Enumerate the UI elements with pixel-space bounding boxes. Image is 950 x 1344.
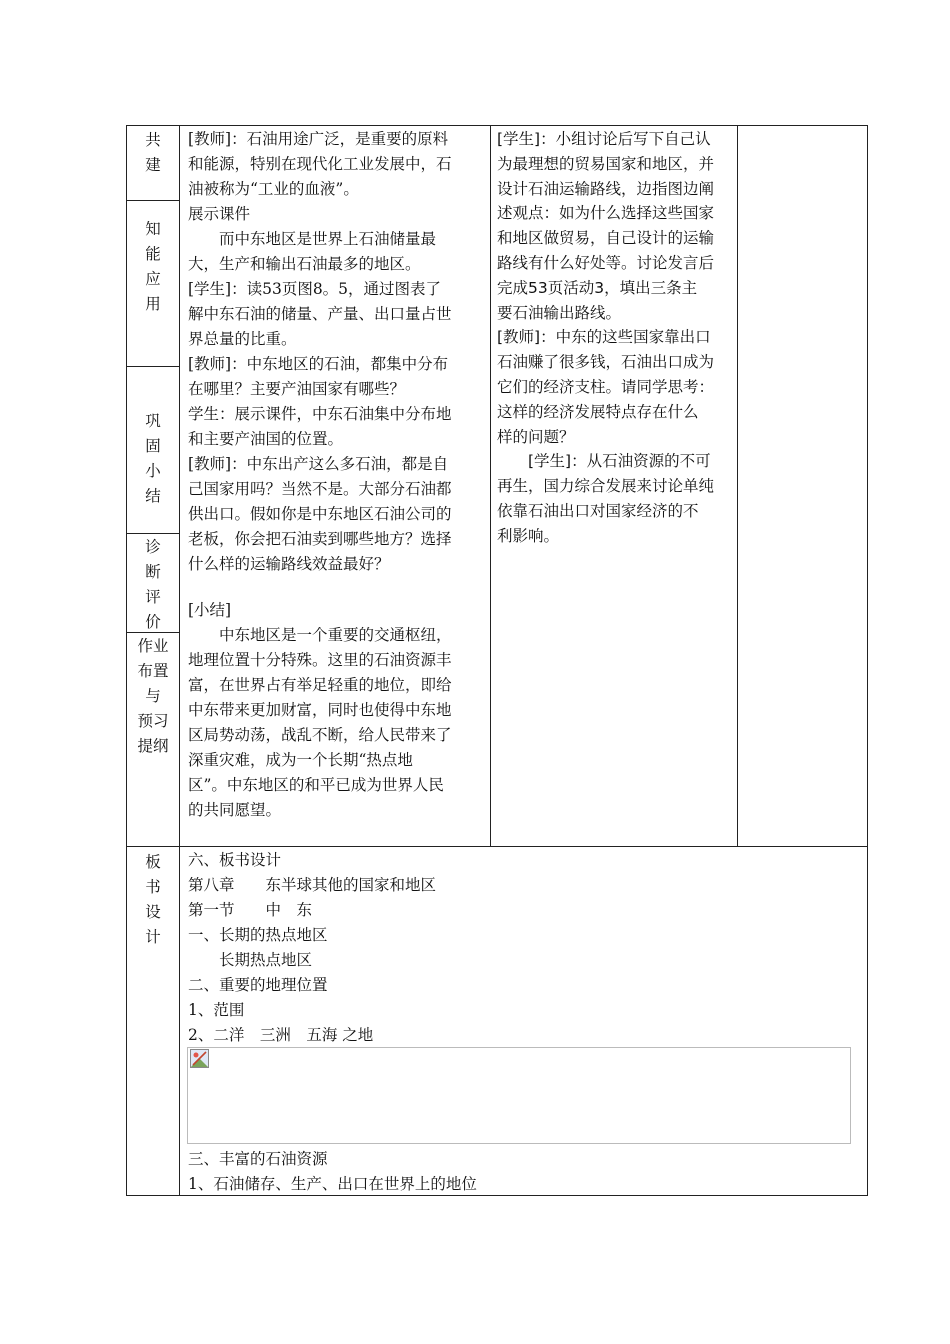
label-zhineng-yingyong: 知 能 应 用 [145, 220, 161, 313]
board-line: 1、石油储存、生产、出口在世界上的地位 [188, 1175, 477, 1193]
text-line: 深重灾难，成为一个长期“热点地 [188, 751, 413, 769]
text-line: [教师]：中东地区的石油，都集中分布 [188, 355, 449, 373]
label-zuoye-buzhi: 作业 布置 与 预习 提纲 [137, 637, 169, 755]
label-gonggu-xiaojie: 巩 固 小 结 [145, 412, 161, 505]
table-right-border [867, 125, 868, 1196]
text-line: 的共同愿望。 [188, 801, 282, 819]
text-line: [教师]：石油用途广泛，是重要的原料 [188, 130, 449, 148]
text-line: 在哪里？主要产油国家有哪些？ [188, 380, 406, 398]
text-line: 区局势动荡，战乱不断，给人民带来了 [188, 726, 452, 744]
board-design-bottom [188, 1147, 858, 1197]
text-line: 而中东地区是世界上石油储量最 [188, 230, 437, 248]
board-line: 长期热点地区 [188, 951, 313, 969]
board-heading: 六、板书设计 [188, 851, 282, 869]
board-line: 第八章 东半球其他的国家和地区 [188, 876, 437, 894]
text-line: 要石油输出路线。 [497, 303, 622, 322]
text-line: 界总量的比重。 [188, 330, 297, 348]
label-divider [126, 533, 180, 534]
label-divider [126, 366, 180, 367]
text-line: 为最理想的贸易国家和地区，并 [497, 154, 715, 173]
text-line: 路线有什么好处等。讨论发言后 [497, 253, 715, 272]
text-line: 再生，国力综合发展来讨论单纯 [497, 477, 715, 496]
board-line: 1、范围 [188, 1001, 245, 1019]
text-line: 样的问题？ [497, 427, 575, 446]
table-row-divider [126, 846, 868, 847]
text-line: 解中东石油的储量、产量、出口量占世 [188, 305, 452, 323]
text-line: 学生：展示课件，中东石油集中分布地 [188, 405, 452, 423]
text-line: 石油赚了很多钱，石油出口成为 [497, 353, 715, 372]
board-design-top [188, 848, 858, 1048]
text-line: 和能源，特别在现代化工业发展中，石 [188, 155, 452, 173]
text-line: [学生]：从石油资源的不可 [497, 452, 711, 471]
text-line: 中东地区是一个重要的交通枢纽， [188, 626, 452, 644]
student-activity-text [497, 127, 735, 549]
map-image-frame [187, 1047, 851, 1144]
blank-line [188, 577, 488, 598]
table-top-border [126, 125, 868, 126]
board-line: 二、重要的地理位置 [188, 976, 328, 994]
text-line: [教师]：中东出产这么多石油，都是自 [188, 455, 449, 473]
board-line: 三、丰富的石油资源 [188, 1150, 328, 1168]
text-line: 展示课件 [188, 205, 251, 223]
text-line: 什么样的运输路线效益最好？ [188, 555, 390, 573]
board-line: 第一节 中 东 [188, 901, 313, 919]
col-divider-1 [179, 125, 180, 1196]
text-line: 区”。中东地区的和平已成为世界人民 [188, 776, 444, 794]
text-line: 和主要产油国的位置。 [188, 430, 344, 448]
text-line: [小结] [188, 601, 232, 619]
label-divider [126, 200, 180, 201]
text-line: [学生]：小组讨论后写下自己认 [497, 130, 711, 148]
text-line: 它们的经济支柱。请同学思考： [497, 377, 715, 396]
label-zhenduan-pingjia: 诊 断 评 价 [145, 538, 161, 631]
text-line: [教师]：中东的这些国家靠出口 [497, 328, 711, 347]
text-line: [学生]：读53页图8。5，通过图表了 [188, 280, 442, 298]
text-line: 富，在世界占有举足轻重的地位，即给 [188, 676, 452, 694]
text-line: 述观点：如为什么选择这些国家 [497, 204, 715, 223]
text-line: 供出口。假如你是中东地区石油公司的 [188, 505, 452, 523]
text-line: 设计石油运输路线，边指图边阐 [497, 179, 715, 198]
text-line: 利影响。 [497, 526, 560, 545]
text-line: 油被称为“工业的血液”。 [188, 180, 359, 198]
text-line: 依靠石油出口对国家经济的不 [497, 501, 699, 520]
board-line: 2、二洋 三洲 五海 之地 [188, 1026, 374, 1044]
text-line: 完成53页活动3，填出三条主 [497, 278, 698, 297]
text-line: 这样的经济发展特点存在什么 [497, 402, 699, 421]
text-line: 地理位置十分特殊。这里的石油资源丰 [188, 651, 452, 669]
col-divider-2 [490, 125, 491, 847]
label-banshu-sheji: 板 书 设 计 [145, 853, 161, 946]
board-line: 一、长期的热点地区 [188, 926, 328, 944]
text-line: 老板，你会把石油卖到哪些地方？选择 [188, 530, 452, 548]
broken-image-icon [190, 1049, 209, 1068]
col-divider-3 [737, 125, 738, 847]
label-gongjian: 共 建 [145, 131, 161, 174]
teacher-activity-text [188, 127, 488, 823]
text-line: 大，生产和输出石油最多的地区。 [188, 255, 421, 273]
text-line: 己国家用吗？当然不是。大部分石油都 [188, 480, 452, 498]
text-line: 和地区做贸易，自己设计的运输 [497, 229, 715, 248]
text-line: 中东带来更加财富，同时也使得中东地 [188, 701, 452, 719]
